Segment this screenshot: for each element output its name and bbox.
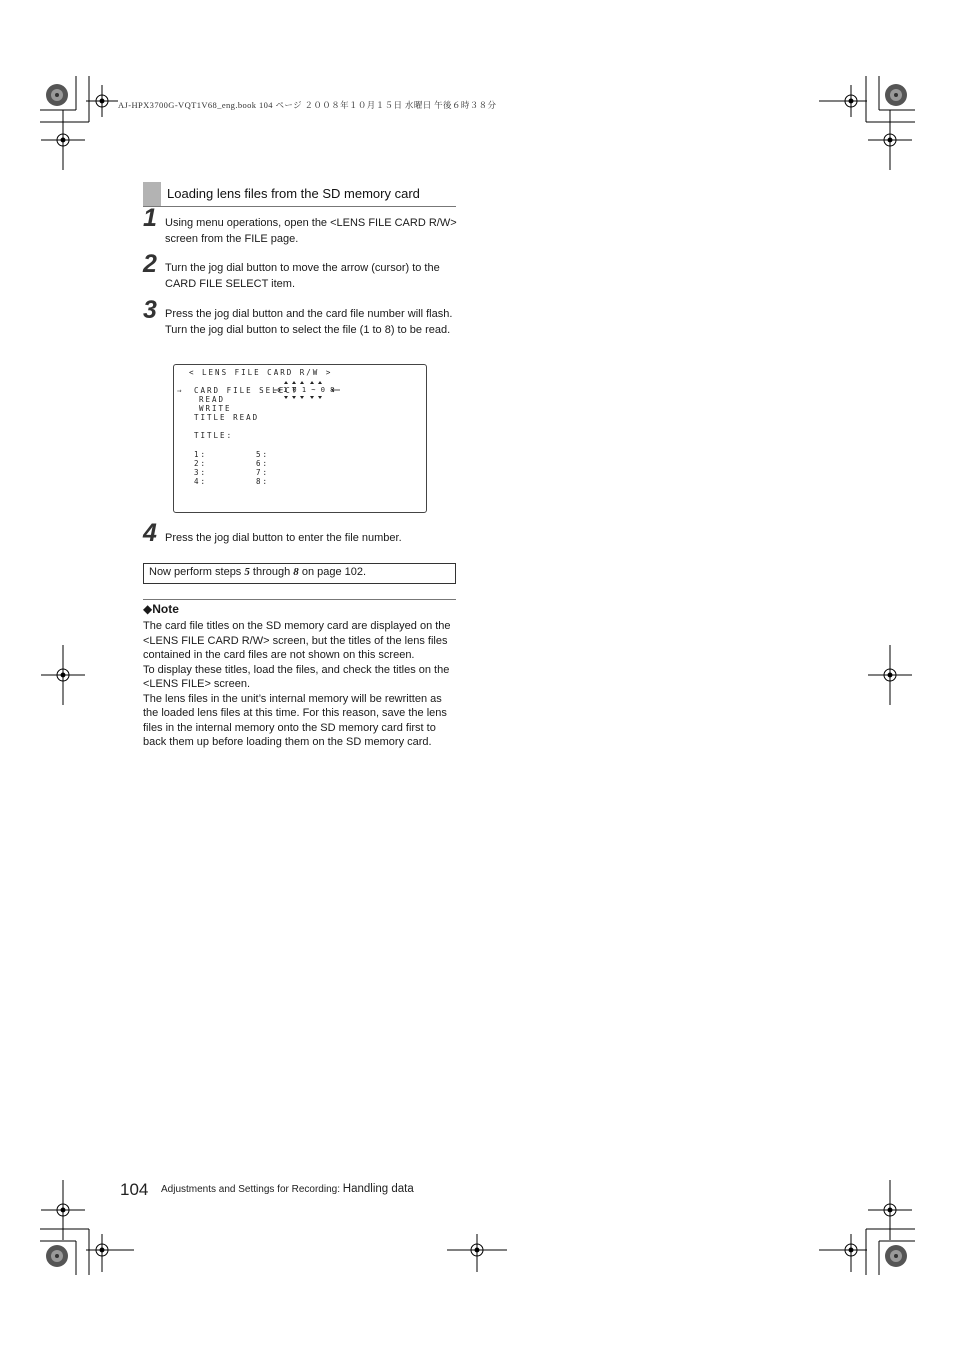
footer-subsection: Handling data xyxy=(342,1183,414,1195)
note-paragraph: To display these titles, load the files, and check the titles on the <LENS FILE> screen. xyxy=(143,663,450,690)
slot-label: 1: xyxy=(194,450,208,459)
instruction-box xyxy=(143,563,456,584)
step-number: 1 xyxy=(143,204,157,232)
note-paragraph: The lens files in the unit’s internal memory will be rewritten as the loaded lens files at this time. For this reason, save the lens files in the internal memory onto the SD memory card first to back them up before loading them on the SD memory card. xyxy=(143,692,447,748)
instruction-text xyxy=(149,566,366,578)
slot-label: 5: xyxy=(256,450,270,459)
slot-label: 8: xyxy=(256,477,270,486)
note-body xyxy=(143,619,457,750)
step-number: 2 xyxy=(143,250,157,278)
step-text: Using menu operations, open the <LENS FILE CARD R/W> screen from the FILE page. xyxy=(165,217,457,245)
step-ref: 5 xyxy=(244,566,250,578)
slot-label: 2: xyxy=(194,459,208,468)
menu-item-read: READ xyxy=(199,395,226,404)
step-text: Press the jog dial button and the card file number will flash. Turn the jog dial button to select the file (1 to 8) to be read. xyxy=(165,308,453,336)
step-number: 4 xyxy=(143,519,157,547)
page-number: 104 xyxy=(120,1180,149,1199)
slot-label: 7: xyxy=(256,468,270,477)
text-run: through xyxy=(249,566,294,578)
footer-text xyxy=(161,1183,414,1195)
title-label: TITLE: xyxy=(194,431,234,440)
section-heading xyxy=(143,182,456,207)
card-file-select-label: CARD FILE SELECT xyxy=(194,386,299,395)
menu-screen-illustration xyxy=(173,364,427,513)
text-run: Now perform steps xyxy=(149,566,245,578)
slot-label: 4: xyxy=(194,477,208,486)
step-ref: 8 xyxy=(293,566,299,578)
text-run: on page 102. xyxy=(298,566,367,578)
heading-bar xyxy=(143,182,161,206)
selector-value: 1 0 1 ~ 0 8 xyxy=(283,386,335,394)
section-title: Loading lens files from the SD memory card xyxy=(167,186,420,201)
note-divider xyxy=(143,599,456,600)
cursor-arrow: ⇒ xyxy=(177,386,182,395)
note-title: ◆Note xyxy=(143,602,179,616)
menu-item-write: WRITE xyxy=(199,404,232,413)
footer-section: Adjustments and Settings for Recording: xyxy=(161,1184,343,1195)
menu-item-title-read: TITLE READ xyxy=(194,413,260,422)
slot-label: 6: xyxy=(256,459,270,468)
step-text: Press the jog dial button to enter the file number. xyxy=(165,532,402,544)
screen-title: < LENS FILE CARD R/W > xyxy=(189,368,333,377)
step-number: 3 xyxy=(143,296,157,324)
slot-label: 3: xyxy=(194,468,208,477)
note-paragraph: The card file titles on the SD memory card are displayed on the <LENS FILE CARD R/W> screen, but the titles of the lens files contained in the card files are not shown on this screen. xyxy=(143,620,451,661)
step-text: Turn the jog dial button to move the arrow (cursor) to the CARD FILE SELECT item. xyxy=(165,262,440,290)
print-header: AJ-HPX3700G-VQT1V68_eng.book 104 ページ ２００８年１０月１５日 水曜日 午後６時３８分 xyxy=(118,100,497,110)
